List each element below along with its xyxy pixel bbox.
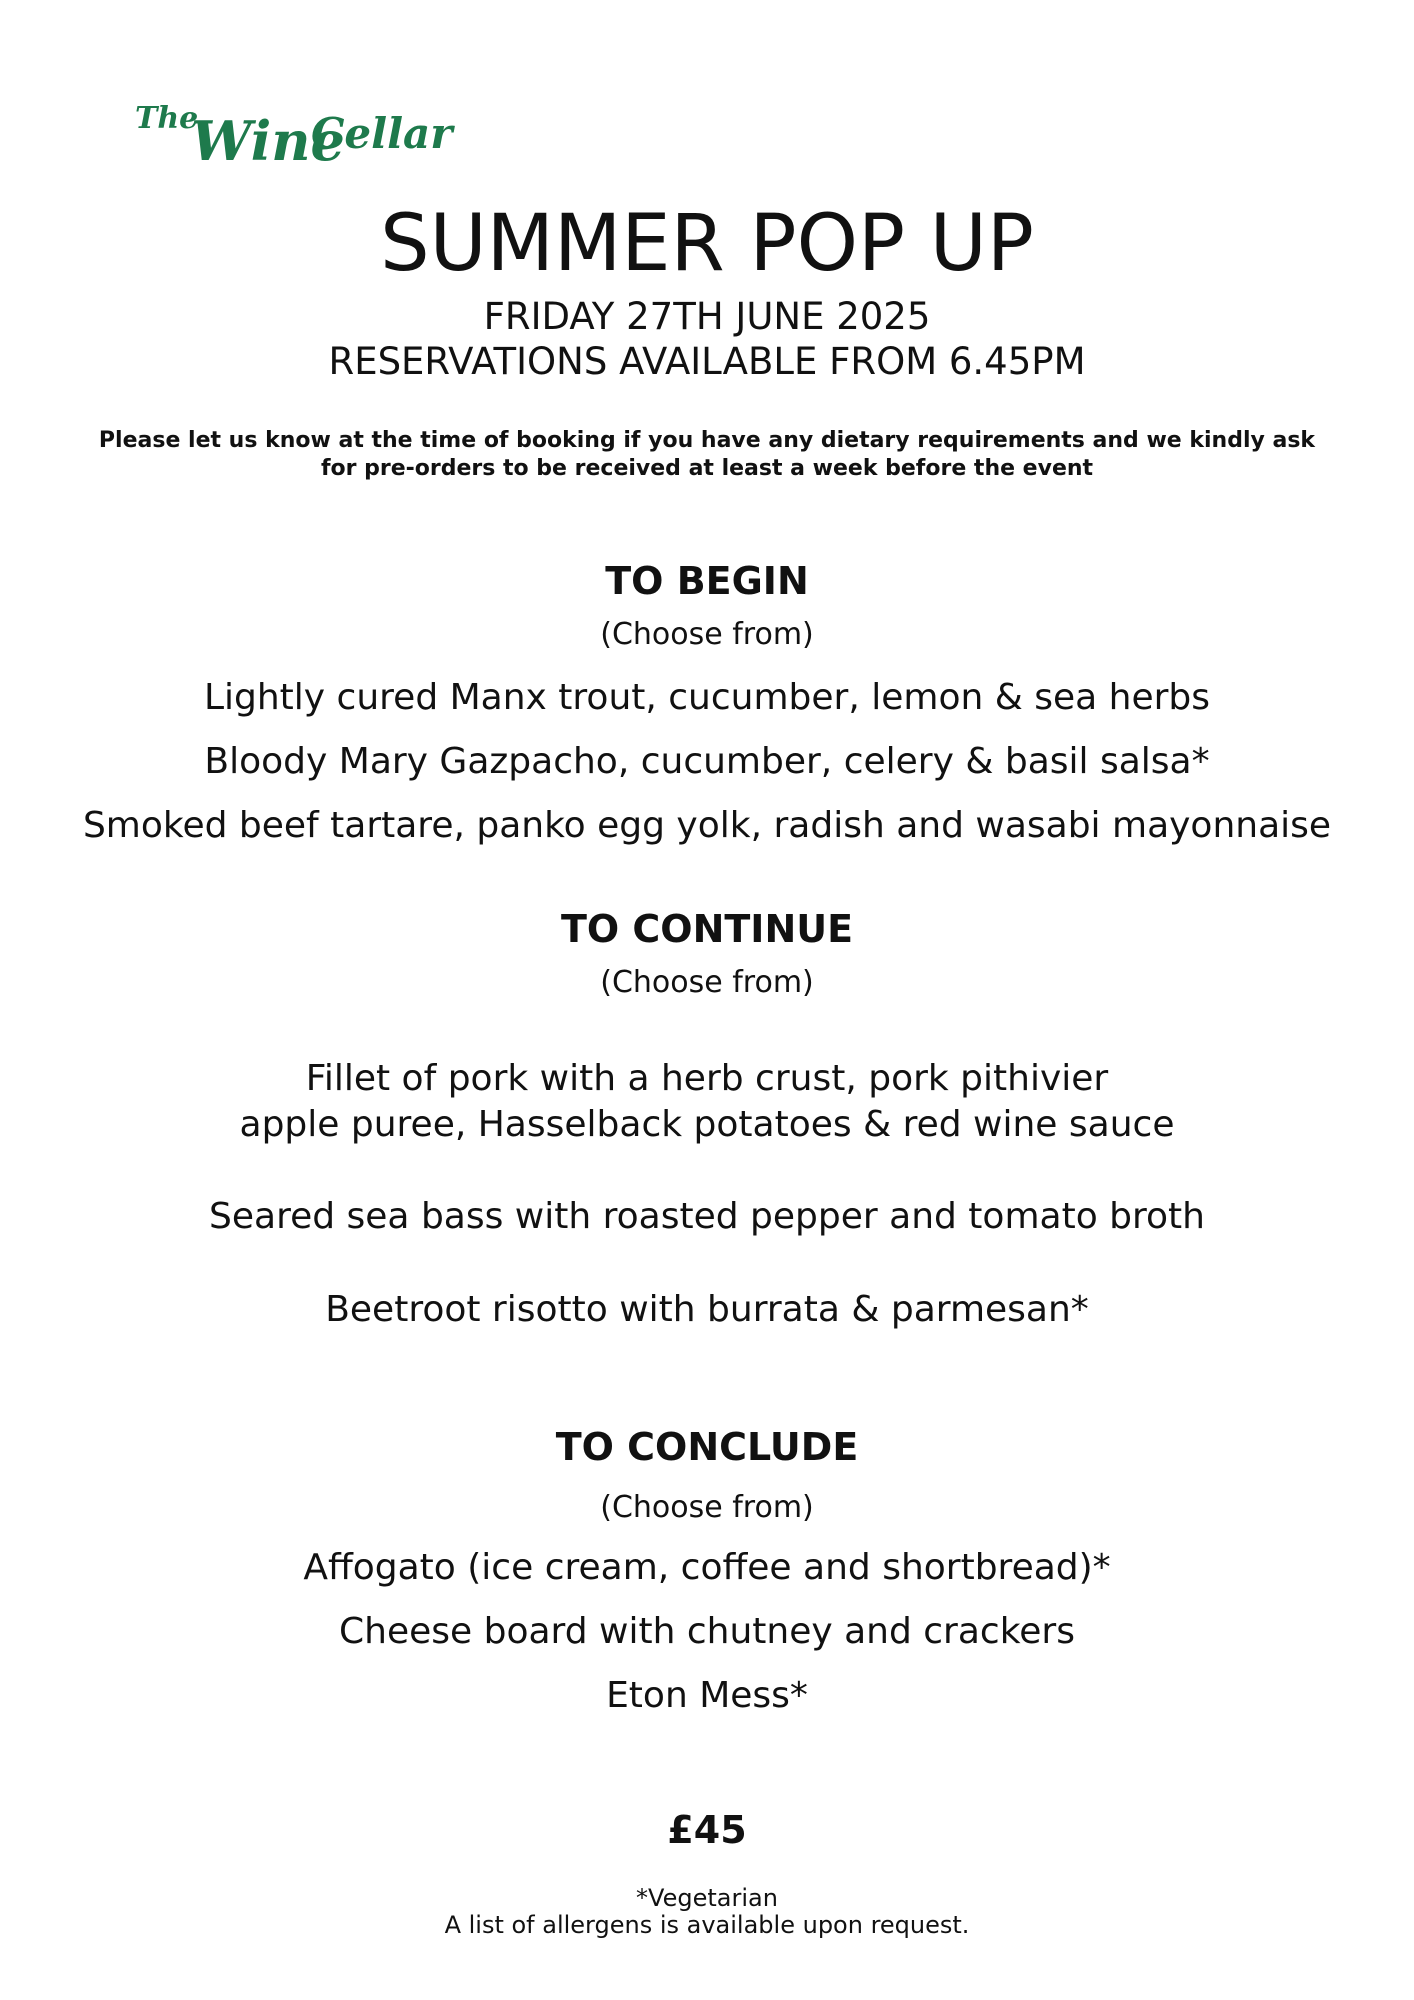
dish-continue-3: Beetroot risotto with burrata & parmesan* [325,1289,1089,1330]
event-date: FRIDAY 27TH JUNE 2025 [483,295,931,338]
allergens-note: A list of allergens is available upon request. [444,1911,970,1939]
dish-begin-3: Smoked beef tartare, panko egg yolk, radish and wasabi mayonnaise [82,805,1332,846]
dietary-notice-line-2: for pre-orders to be received at least a week before the event [320,456,1094,481]
dish-continue-1a: Fillet of pork with a herb crust, pork pithivier [305,1058,1109,1099]
dish-conclude-3: Eton Mess* [606,1675,808,1716]
wine-cellar-logo [133,88,453,188]
menu-price: £45 [667,1808,747,1852]
dish-conclude-1: Affogato (ice cream, coffee and shortbread)* [303,1547,1111,1588]
logo-cellar: Cellar [311,109,453,158]
section-choose-begin: (Choose from) [600,617,814,652]
dish-continue-1b: apple puree, Hasselback potatoes & red wine sauce [239,1104,1175,1145]
logo-wine: Wine [191,109,345,173]
dish-continue-2: Seared sea bass with roasted pepper and tomato broth [209,1196,1205,1237]
section-heading-continue: TO CONTINUE [560,907,854,951]
event-title: SUMMER POP UP [380,199,1034,289]
dietary-notice [0,427,1414,483]
wine-cellar-logo-icon [133,88,453,188]
dish-begin-1: Lightly cured Manx trout, cucumber, lemon & sea herbs [203,677,1211,718]
dietary-notice-line-1: Please let us know at the time of booking if you have any dietary requirements and we kindly ask [98,428,1316,453]
section-choose-conclude: (Choose from) [600,1490,814,1525]
reservation-time: RESERVATIONS AVAILABLE FROM 6.45PM [328,340,1086,383]
section-heading-conclude: TO CONCLUDE [555,1425,859,1469]
dish-begin-2: Bloody Mary Gazpacho, cucumber, celery & basil salsa* [204,741,1210,782]
vegetarian-note: *Vegetarian [636,1884,778,1912]
logo-the: The [135,101,199,136]
dish-conclude-2: Cheese board with chutney and crackers [339,1611,1075,1652]
section-heading-begin: TO BEGIN [605,559,809,603]
section-choose-continue: (Choose from) [600,965,814,1000]
